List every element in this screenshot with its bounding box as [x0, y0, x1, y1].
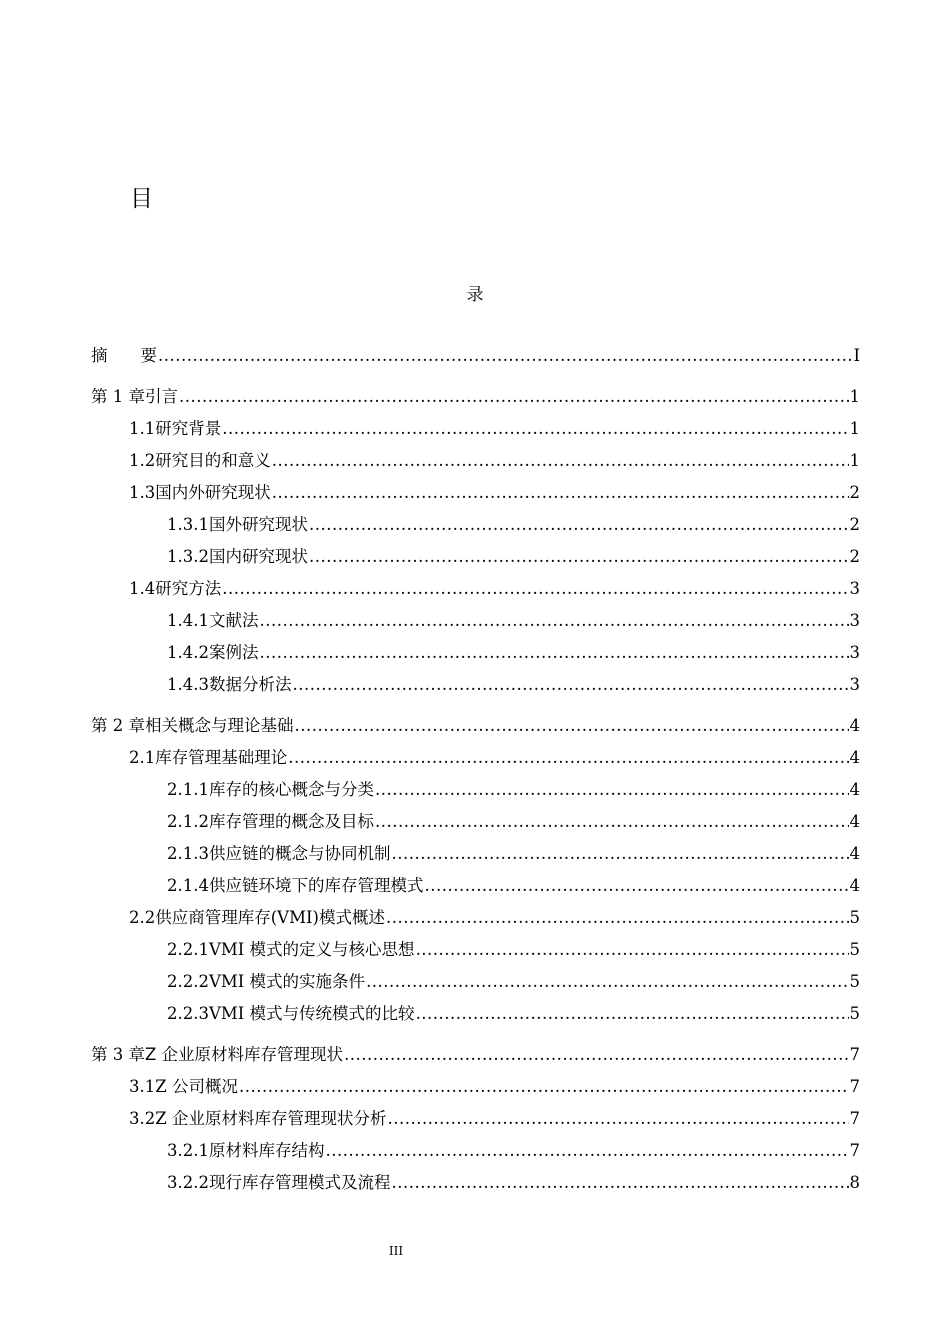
toc-entry-title: 案例法	[208, 643, 259, 662]
toc-entry-title: Z 企业原材料库存管理现状	[145, 1045, 344, 1064]
toc-dot-leader	[158, 340, 852, 372]
toc-heading-part2: 录	[466, 285, 484, 305]
toc-dot-leader	[386, 902, 849, 934]
toc-dot-leader	[272, 445, 849, 477]
toc-entry-title: 摘 要	[91, 346, 157, 365]
toc-entry[interactable]	[91, 838, 860, 870]
toc-dot-leader	[292, 669, 848, 701]
toc-entry[interactable]	[91, 902, 860, 934]
page-number-footer: III	[388, 1244, 404, 1258]
toc-entry-number: 1.2	[129, 451, 156, 470]
toc-dot-leader	[325, 1135, 848, 1167]
toc-entry-number: 1.3.1	[167, 515, 209, 534]
toc-entry-number: 2.2.1	[167, 940, 209, 959]
toc-entry[interactable]	[91, 742, 860, 774]
toc-entry-title: 国内研究现状	[208, 547, 308, 566]
toc-entry-number: 1.3.2	[167, 547, 209, 566]
toc-entry-number: 2.2	[129, 908, 156, 927]
toc-entry[interactable]	[91, 445, 860, 477]
toc-dot-leader	[391, 838, 848, 870]
toc-entry-number: 2.1.2	[167, 812, 209, 831]
toc-entry-page: 7	[849, 1141, 860, 1160]
toc-entry-number: 2.2.2	[167, 972, 209, 991]
toc-entry-page: 4	[849, 812, 860, 831]
toc-entry-page: 3	[849, 675, 860, 694]
toc-dot-leader	[272, 477, 849, 509]
toc-entry[interactable]	[91, 1103, 860, 1135]
toc-entry-title: 文献法	[208, 611, 259, 630]
toc-entry-title: 库存管理的概念及目标	[208, 812, 374, 831]
toc-dot-leader	[259, 637, 848, 669]
toc-entry[interactable]	[91, 1071, 860, 1103]
toc-entry-title: VMI 模式的实施条件	[208, 972, 366, 991]
toc-entry[interactable]	[91, 477, 860, 509]
toc-entry-number: 1.4.3	[167, 675, 209, 694]
toc-entry-page: 4	[849, 748, 860, 767]
toc-dot-leader	[366, 966, 848, 998]
toc-entry-page: 3	[849, 579, 860, 598]
toc-entry-page: 3	[849, 611, 860, 630]
toc-entry-title: 研究方法	[155, 579, 222, 598]
toc-entry-page: 4	[849, 844, 860, 863]
toc-entry-number: 3.2.2	[167, 1173, 209, 1192]
toc-dot-leader	[424, 870, 848, 902]
toc-dot-leader	[309, 509, 849, 541]
toc-entry-page: 2	[849, 483, 860, 502]
toc-entry-title: 现行库存管理模式及流程	[208, 1173, 391, 1192]
toc-entry-number: 2.1.4	[167, 876, 209, 895]
toc-entry-title: 供应商管理库存(VMI)模式概述	[155, 908, 385, 927]
toc-entry-number: 1.3	[129, 483, 156, 502]
toc-entry[interactable]	[91, 573, 860, 605]
toc-entry-number: 2.1.1	[167, 780, 209, 799]
toc-entry-page: 2	[849, 515, 860, 534]
toc-entry-title: 数据分析法	[208, 675, 292, 694]
toc-entry-page: 3	[849, 643, 860, 662]
toc-entry-number: 1.4.1	[167, 611, 209, 630]
toc-entry-page: 7	[849, 1109, 860, 1128]
toc-entry-title: Z 企业原材料库存管理现状分析	[155, 1109, 387, 1128]
toc-entry-title: 原材料库存结构	[208, 1141, 325, 1160]
toc-entry[interactable]	[91, 1135, 860, 1167]
toc-dot-leader	[416, 998, 849, 1030]
toc-entry[interactable]	[91, 870, 860, 902]
toc-entry-page: 7	[849, 1045, 860, 1064]
toc-entry-page: 2	[849, 547, 860, 566]
toc-entry-title: 库存的核心概念与分类	[208, 780, 374, 799]
toc-entry-number: 2.1	[129, 748, 156, 767]
toc-entry[interactable]	[91, 509, 860, 541]
toc-dot-leader	[344, 1039, 848, 1071]
toc-dot-leader	[416, 934, 849, 966]
toc-dot-leader	[309, 541, 849, 573]
toc-dot-leader	[288, 742, 848, 774]
toc-entry-number: 3.2.1	[167, 1141, 209, 1160]
toc-entry-number: 1.4.2	[167, 643, 209, 662]
toc-entry-page: 8	[849, 1173, 860, 1192]
toc-entry-page: 4	[849, 716, 860, 735]
toc-dot-leader	[375, 806, 849, 838]
toc-entry-title: 供应链的概念与协同机制	[208, 844, 391, 863]
toc-entry-title: Z 公司概况	[155, 1077, 238, 1096]
toc-entry-title: 国外研究现状	[208, 515, 308, 534]
toc-entry-title: VMI 模式与传统模式的比较	[208, 1004, 415, 1023]
toc-entry[interactable]	[91, 966, 860, 998]
toc-entry-title: 引言	[145, 387, 178, 406]
toc-entry-title: 国内外研究现状	[155, 483, 271, 502]
toc-entry-page: 1	[849, 419, 860, 438]
toc-entry-title: 库存管理基础理论	[155, 748, 288, 767]
toc-entry[interactable]	[91, 934, 860, 966]
toc-entry-page: 5	[849, 940, 860, 959]
toc-entry[interactable]	[91, 1039, 860, 1071]
toc-entry-number: 1.1	[129, 419, 156, 438]
toc-heading-part1: 目	[130, 186, 153, 212]
toc-entry-title: 相关概念与理论基础	[145, 716, 294, 735]
toc-entry-page: 5	[849, 1004, 860, 1023]
toc-dot-leader	[391, 1167, 848, 1199]
toc-dot-leader	[295, 710, 849, 742]
toc-dot-leader	[222, 573, 848, 605]
toc-dot-leader	[375, 774, 849, 806]
toc-entry-number: 第 3 章	[91, 1045, 145, 1064]
toc-entry[interactable]	[91, 605, 860, 637]
toc-entry-number: 1.4	[129, 579, 156, 598]
toc-entry-title: 研究背景	[155, 419, 222, 438]
toc-entry-number: 3.1	[129, 1077, 156, 1096]
table-of-contents	[91, 340, 860, 1199]
toc-entry-page: 4	[849, 876, 860, 895]
toc-entry-title: 研究目的和意义	[155, 451, 271, 470]
toc-entry-title: VMI 模式的定义与核心思想	[208, 940, 415, 959]
toc-dot-leader	[259, 605, 848, 637]
toc-entry-title: 供应链环境下的库存管理模式	[208, 876, 424, 895]
toc-entry[interactable]	[91, 413, 860, 445]
toc-dot-leader	[222, 413, 848, 445]
toc-entry[interactable]	[91, 637, 860, 669]
toc-entry[interactable]	[91, 669, 860, 701]
toc-entry-number: 2.1.3	[167, 844, 209, 863]
toc-entry-number: 第 2 章	[91, 716, 145, 735]
toc-entry-page: 1	[849, 387, 860, 406]
toc-dot-leader	[179, 381, 849, 413]
toc-entry-page: 5	[849, 972, 860, 991]
toc-entry-number: 第 1 章	[91, 387, 145, 406]
toc-entry-page: 1	[849, 451, 860, 470]
toc-entry-page: 4	[849, 780, 860, 799]
toc-entry[interactable]	[91, 774, 860, 806]
toc-dot-leader	[387, 1103, 848, 1135]
toc-entry-number: 2.2.3	[167, 1004, 209, 1023]
toc-entry[interactable]	[91, 381, 860, 413]
toc-entry[interactable]	[91, 710, 860, 742]
toc-entry-page: 7	[849, 1077, 860, 1096]
toc-entry[interactable]	[91, 998, 860, 1030]
toc-entry[interactable]	[91, 340, 860, 372]
toc-entry-page: 5	[849, 908, 860, 927]
toc-entry-number: 3.2	[129, 1109, 156, 1128]
toc-entry[interactable]	[91, 541, 860, 573]
toc-entry-page: I	[853, 346, 860, 365]
toc-dot-leader	[239, 1071, 849, 1103]
toc-entry[interactable]	[91, 1167, 860, 1199]
toc-entry[interactable]	[91, 806, 860, 838]
